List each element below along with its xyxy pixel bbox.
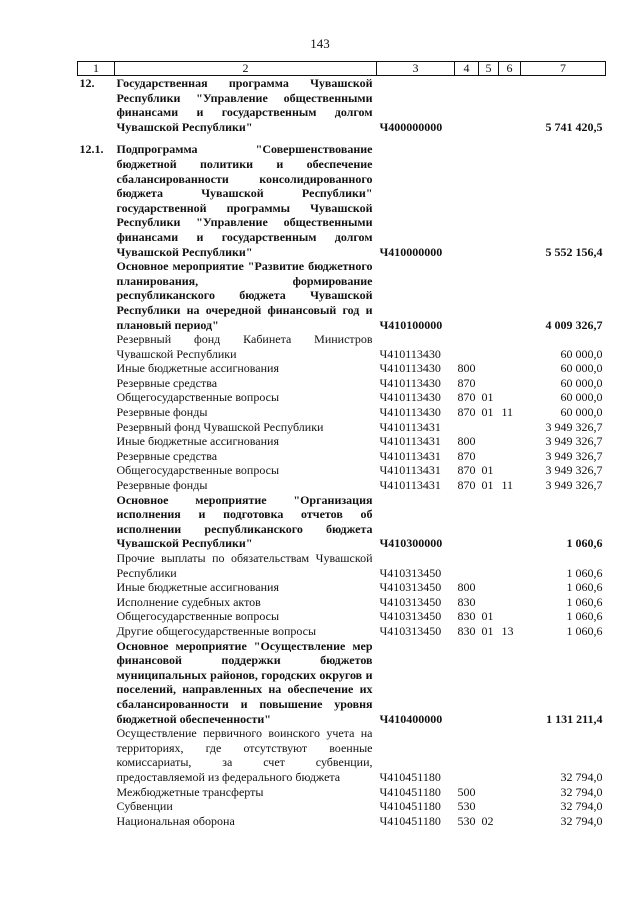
row-expense-type: 870 [457, 478, 476, 493]
row-name: Иные бюджетные ассигнования [116, 361, 279, 376]
row-expense-type [455, 420, 479, 435]
row-section [479, 76, 499, 135]
row-code: Ч410451180 [379, 769, 441, 784]
row-code: Ч410313450 [379, 623, 442, 638]
row-code: Ч410113431 [379, 448, 441, 463]
row-subsection [499, 639, 521, 727]
row-subsection [499, 580, 521, 595]
row-subsection [499, 551, 521, 580]
row-number [78, 726, 115, 784]
row-amount: 3 949 326,7 [545, 448, 603, 463]
row-code: Ч410113430 [379, 405, 441, 420]
row-expense-type: 870 [457, 463, 476, 478]
row-name: Резервные фонды [116, 478, 208, 493]
row-name: Межбюджетные трансферты [116, 784, 264, 799]
table-row [78, 259, 606, 332]
row-name: Прочие выплаты по обязательствам Чувашской Республики [116, 551, 373, 580]
row-expense-type [455, 134, 479, 259]
budget-table [77, 61, 606, 828]
row-amount: 4 009 326,7 [545, 317, 603, 332]
row-name: Резервные средства [116, 448, 218, 463]
row-section: 01 [481, 623, 494, 638]
row-code: Ч410113430 [379, 346, 441, 361]
table-row [78, 376, 606, 391]
row-subsection: 11 [501, 405, 514, 420]
row-amount: 1 060,6 [566, 536, 603, 551]
row-code: Ч410113431 [379, 478, 441, 493]
row-name: Иные бюджетные ассигнования [116, 434, 279, 449]
row-section [479, 493, 499, 551]
row-section [479, 785, 499, 800]
table-row [78, 420, 606, 435]
row-section [479, 726, 499, 784]
row-number [78, 551, 115, 580]
row-section [479, 259, 499, 332]
row-subsection [499, 726, 521, 784]
row-subsection [499, 420, 521, 435]
header-col-2: 2 [115, 62, 377, 76]
row-subsection: 11 [501, 478, 514, 493]
row-name: Резервные фонды [116, 405, 208, 420]
row-section [479, 332, 499, 361]
header-col-5: 5 [479, 62, 499, 76]
row-name: Другие общегосударственные вопросы [116, 623, 317, 638]
row-number [78, 814, 115, 829]
table-row [78, 463, 606, 478]
row-number [78, 639, 115, 727]
row-section [479, 420, 499, 435]
row-name: Подпрограмма "Совершенствование бюджетной политики и обеспечение сбалансированности консолидированного бюджета Чувашской Республики" государственной программы Чувашской Республики "Управление общественными финансами и государственным долгом Чувашской Республики" [116, 142, 373, 259]
row-number: 12. [79, 76, 95, 90]
row-name: Резервный фонд Кабинета Министров Чувашской Республики [116, 332, 373, 361]
row-expense-type [455, 259, 479, 332]
row-code: Ч400000000 [379, 119, 443, 134]
row-expense-type [455, 332, 479, 361]
row-subsection [499, 332, 521, 361]
row-amount: 3 949 326,7 [545, 419, 603, 434]
row-amount: 60 000,0 [560, 405, 603, 420]
row-amount: 1 060,6 [566, 565, 603, 580]
row-number [78, 493, 115, 551]
row-name: Общегосударственные вопросы [116, 390, 280, 405]
table-row [78, 595, 606, 610]
row-code: Ч410313450 [379, 594, 442, 609]
row-subsection [499, 799, 521, 814]
row-amount: 60 000,0 [560, 346, 603, 361]
row-number [78, 376, 115, 391]
row-amount: 5 741 420,5 [545, 119, 603, 134]
row-section [479, 551, 499, 580]
row-number [78, 390, 115, 405]
row-subsection [499, 595, 521, 610]
row-code: Ч410313450 [379, 565, 442, 580]
row-expense-type: 830 [457, 623, 476, 638]
row-section: 01 [481, 478, 494, 493]
table-row [78, 785, 606, 800]
row-subsection [499, 609, 521, 624]
row-expense-type: 870 [457, 390, 476, 405]
row-number [78, 785, 115, 800]
row-amount: 60 000,0 [560, 361, 603, 376]
table-row [78, 726, 606, 784]
row-expense-type [455, 493, 479, 551]
table-row [78, 332, 606, 361]
row-name: Резервные средства [116, 375, 218, 390]
row-code: Ч410400000 [379, 711, 443, 726]
row-number [78, 434, 115, 449]
row-section [479, 449, 499, 464]
row-number [78, 799, 115, 814]
table-row [78, 76, 606, 135]
row-number [78, 609, 115, 624]
row-code: Ч410300000 [379, 536, 443, 551]
row-section [479, 799, 499, 814]
row-subsection [499, 785, 521, 800]
table-row [78, 799, 606, 814]
row-number [78, 449, 115, 464]
row-subsection [499, 449, 521, 464]
row-name: Общегосударственные вопросы [116, 463, 280, 478]
header-col-1: 1 [78, 62, 115, 76]
row-subsection [499, 76, 521, 135]
table-row [78, 390, 606, 405]
table-row [78, 434, 606, 449]
row-amount: 5 552 156,4 [545, 244, 603, 259]
row-section [479, 595, 499, 610]
row-code: Ч410113431 [379, 419, 441, 434]
header-col-7: 7 [521, 62, 606, 76]
row-number [78, 420, 115, 435]
row-expense-type: 870 [457, 405, 476, 420]
row-name: Субвенции [116, 799, 173, 814]
table-row [78, 405, 606, 420]
row-name: Иные бюджетные ассигнования [116, 580, 279, 595]
row-section [479, 434, 499, 449]
row-code: Ч410113430 [379, 361, 441, 376]
table-row [78, 493, 606, 551]
row-number [78, 361, 115, 376]
row-number [78, 405, 115, 420]
row-name: Национальная оборона [116, 813, 235, 828]
table-row [78, 624, 606, 639]
row-subsection [499, 814, 521, 829]
row-name: Основное мероприятие "Осуществление мер финансовой поддержки бюджетов муниципальных районов, городских округов и поселений, направленных на обеспечение их сбалансированности и повышение уровня бюджетной обеспеченности" [116, 638, 373, 726]
header-col-4: 4 [455, 62, 479, 76]
row-subsection [499, 463, 521, 478]
table-row [78, 551, 606, 580]
row-name: Государственная программа Чувашской Республики "Управление общественными финансами и государственным долгом Чувашской Республики" [116, 76, 373, 134]
row-subsection [499, 134, 521, 259]
row-amount: 3 949 326,7 [545, 463, 603, 478]
row-subsection: 13 [501, 623, 514, 638]
row-section: 01 [481, 463, 494, 478]
row-code: Ч410113431 [379, 463, 441, 478]
row-subsection [499, 259, 521, 332]
row-expense-type [455, 639, 479, 727]
row-expense-type: 830 [457, 594, 476, 609]
row-expense-type [455, 551, 479, 580]
row-expense-type: 800 [457, 580, 476, 595]
table-row [78, 580, 606, 595]
row-number: 12.1. [79, 142, 104, 157]
row-section [479, 580, 499, 595]
row-section [479, 134, 499, 259]
table-row [78, 609, 606, 624]
row-code: Ч410451180 [379, 784, 441, 799]
row-amount: 3 949 326,7 [545, 478, 603, 493]
table-body [78, 76, 606, 829]
table-row [78, 639, 606, 727]
row-section: 01 [481, 390, 494, 405]
row-name: Исполнение судебных актов [116, 594, 261, 609]
row-subsection [499, 434, 521, 449]
page-number: 143 [310, 36, 330, 51]
row-amount: 32 794,0 [560, 769, 603, 784]
row-code: Ч410313450 [379, 609, 442, 624]
row-number [78, 463, 115, 478]
row-code: Ч410313450 [379, 580, 442, 595]
row-code: Ч410113430 [379, 390, 441, 405]
row-amount: 1 060,6 [566, 580, 603, 595]
row-section [479, 639, 499, 727]
row-number [78, 478, 115, 493]
row-subsection [499, 493, 521, 551]
row-code: Ч410113431 [379, 434, 441, 449]
row-amount: 32 794,0 [560, 799, 603, 814]
row-expense-type: 870 [457, 448, 476, 463]
table-row [78, 814, 606, 829]
row-expense-type: 800 [457, 434, 476, 449]
row-expense-type [455, 76, 479, 135]
row-section: 01 [481, 609, 494, 624]
row-amount: 60 000,0 [560, 375, 603, 390]
row-code: Ч410451180 [379, 799, 441, 814]
row-name: Осуществление первичного воинского учета на территориях, где отсутствуют военные комиссариаты, за счет субвенции, предоставляемой из федерального бюджета [116, 726, 373, 784]
table-row [78, 449, 606, 464]
row-code: Ч410113430 [379, 375, 441, 390]
row-expense-type [455, 726, 479, 784]
table-row [78, 478, 606, 493]
header-col-6: 6 [499, 62, 521, 76]
header-col-3: 3 [377, 62, 455, 76]
row-number [78, 624, 115, 639]
row-subsection [499, 390, 521, 405]
row-number [78, 259, 115, 332]
row-number [78, 332, 115, 361]
row-amount: 1 060,6 [566, 623, 603, 638]
row-name: Общегосударственные вопросы [116, 609, 280, 624]
row-name: Основное мероприятие "Развитие бюджетного планирования, формирование республиканского бюджета Чувашской Республики на очередной финансовый год и плановый период" [116, 259, 373, 332]
header-row [78, 62, 606, 76]
row-amount: 1 060,6 [566, 609, 603, 624]
row-section: 02 [481, 813, 494, 828]
row-number [78, 580, 115, 595]
row-section [479, 361, 499, 376]
row-amount: 1 060,6 [566, 594, 603, 609]
row-name: Резервный фонд Чувашской Республики [116, 419, 324, 434]
row-code: Ч410100000 [379, 317, 443, 332]
row-amount: 32 794,0 [560, 784, 603, 799]
row-amount: 3 949 326,7 [545, 434, 603, 449]
row-section [479, 376, 499, 391]
row-expense-type: 830 [457, 609, 476, 624]
row-code: Ч410000000 [379, 244, 443, 259]
row-expense-type: 800 [457, 361, 476, 376]
table-row [78, 361, 606, 376]
row-subsection [499, 361, 521, 376]
row-expense-type: 500 [457, 784, 476, 799]
row-expense-type: 870 [457, 375, 476, 390]
table-row [78, 134, 606, 259]
row-name: Основное мероприятие "Организация исполнения и подготовка отчетов об исполнении республиканского бюджета Чувашской Республики" [116, 492, 373, 551]
row-expense-type: 530 [457, 813, 476, 828]
row-number [78, 595, 115, 610]
row-section: 01 [481, 405, 494, 420]
row-amount: 32 794,0 [560, 813, 603, 828]
row-code: Ч410451180 [379, 813, 441, 828]
row-subsection [499, 376, 521, 391]
row-amount: 1 131 211,4 [546, 711, 603, 726]
row-expense-type: 530 [457, 799, 476, 814]
row-amount: 60 000,0 [560, 390, 603, 405]
